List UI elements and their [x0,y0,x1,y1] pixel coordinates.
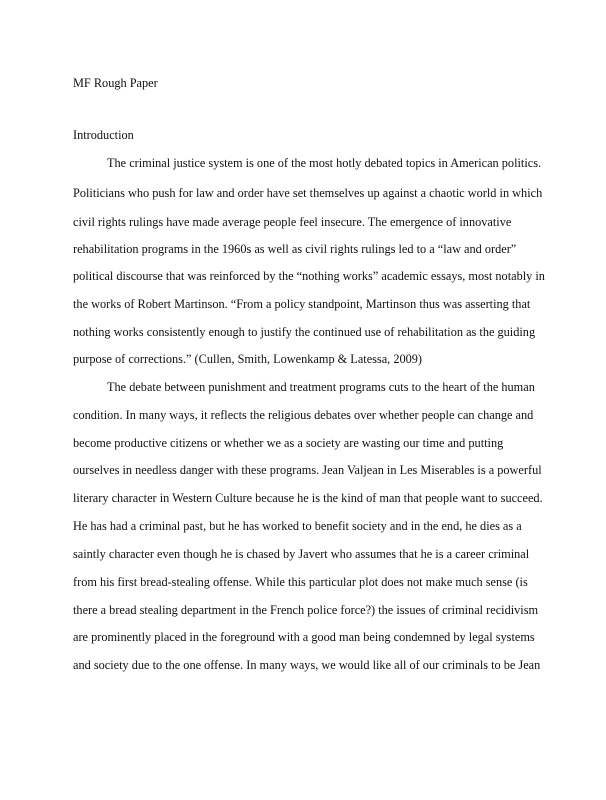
paragraph-1-line: political discourse that was reinforced by the “nothing works” academic essays, most notably in [73,269,545,283]
paragraph-2-line: saintly character even though he is chased by Javert who assumes that he is a career criminal [73,547,530,561]
section-heading-introduction: Introduction [73,128,134,142]
paragraph-1-line: nothing works consistently enough to justify the continued use of rehabilitation as the guiding [73,325,536,339]
document-title: MF Rough Paper [73,76,158,90]
paragraph-2-line: are prominently placed in the foreground with a good man being condemned by legal systems [73,630,535,644]
paragraph-1-line: The criminal justice system is one of the most hotly debated topics in American politics. [107,156,542,170]
paragraph-2-line: literary character in Western Culture because he is the kind of man that people want to succeed. [73,491,543,505]
paragraph-1-line: the works of Robert Martinson. “From a policy standpoint, Martinson thus was asserting that [73,297,531,311]
paragraph-2-line: and society due to the one offense. In many ways, we would like all of our criminals to be Jean [73,658,541,672]
paragraph-1-line: Politicians who push for law and order have set themselves up against a chaotic world in which [73,186,543,200]
paragraph-2-line: become productive citizens or whether we as a society are wasting our time and putting [73,436,504,450]
paragraph-2-line: condition. In many ways, it reflects the religious debates over whether people can change and [73,408,534,422]
paragraph-2-line: there a bread stealing department in the French police force?) the issues of criminal recidivism [73,603,539,617]
paragraph-2-line: ourselves in needless danger with these programs. Jean Valjean in Les Miserables is a powerful [73,463,542,477]
paragraph-2-line: He has had a criminal past, but he has worked to benefit society and in the end, he dies as a [73,519,522,533]
paragraph-2-line: from his first bread-stealing offense. While this particular plot does not make much sense (is [73,575,528,589]
paragraph-1-line: civil rights rulings have made average people feel insecure. The emergence of innovative [73,215,512,229]
paragraph-1-line: purpose of corrections.” (Cullen, Smith, Lowenkamp & Latessa, 2009) [73,352,423,366]
paragraph-1-line: rehabilitation programs in the 1960s as well as civil rights rulings led to a “law and order” [73,242,517,256]
paragraph-2-line: The debate between punishment and treatment programs cuts to the heart of the human [107,380,535,394]
